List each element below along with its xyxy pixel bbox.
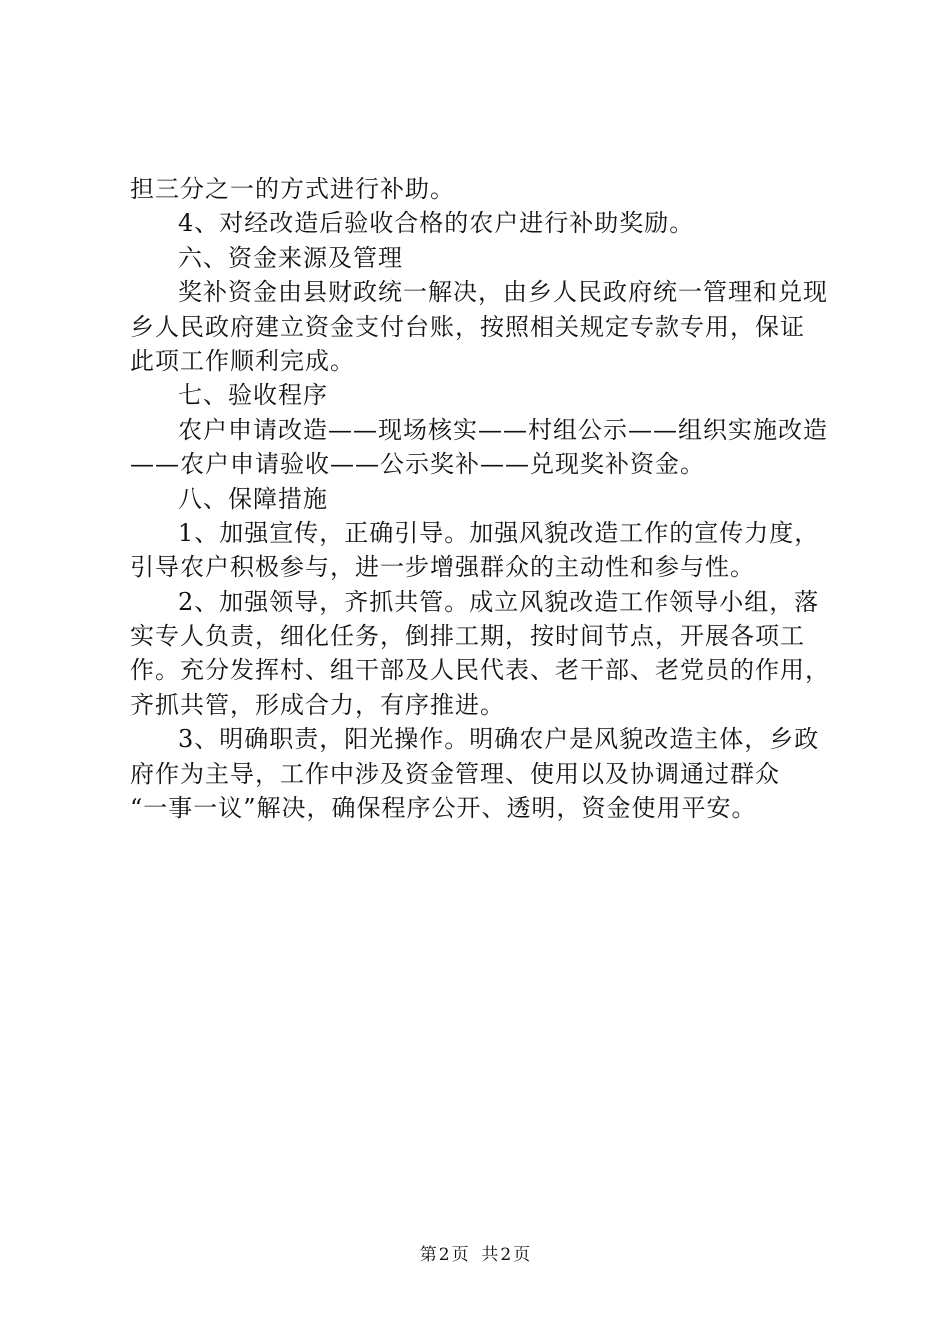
paragraph-line: ——农户申请验收——公示奖补——兑现奖补资金。 — [130, 450, 705, 479]
paragraph-line: 引导农户积极参与，进一步增强群众的主动性和参与性。 — [130, 553, 755, 582]
document-body — [130, 172, 830, 825]
section-heading: 八、保障措施 — [178, 484, 328, 513]
total-number: 2 — [500, 1245, 512, 1265]
paragraph-line: 齐抓共管，形成合力，有序推进。 — [130, 690, 505, 719]
paragraph-line: 此项工作顺利完成。 — [130, 346, 355, 375]
page-number: 2 — [438, 1245, 450, 1265]
total-prefix: 共 — [481, 1245, 499, 1265]
paragraph-line: 2、加强领导，齐抓共管。成立风貌改造工作领导小组，落 — [178, 587, 820, 616]
paragraph-line: 1、加强宣传，正确引导。加强风貌改造工作的宣传力度， — [178, 518, 820, 547]
paragraph-line: 府作为主导，工作中涉及资金管理、使用以及协调通过群众 — [130, 759, 780, 788]
paragraph-line: 4、对经改造后验收合格的农户进行补助奖励。 — [178, 209, 695, 238]
paragraph-line: 奖补资金由县财政统一解决，由乡人民政府统一管理和兑现 — [178, 278, 828, 307]
paragraph-line: 乡人民政府建立资金支付台账，按照相关规定专款专用，保证 — [130, 312, 805, 341]
page-suffix: 页 — [451, 1245, 469, 1265]
paragraph-line: 担三分之一的方式进行补助。 — [130, 175, 455, 203]
section-heading: 六、资金来源及管理 — [178, 243, 403, 272]
page-footer — [0, 1243, 950, 1267]
paragraph-line: 3、明确职责，阳光操作。明确农户是风貌改造主体，乡政 — [178, 725, 820, 754]
page-prefix: 第 — [419, 1245, 437, 1265]
section-heading: 七、验收程序 — [178, 381, 328, 410]
total-suffix: 页 — [513, 1245, 531, 1265]
paragraph-line: 农户申请改造——现场核实——村组公示——组织实施改造 — [178, 415, 828, 444]
paragraph-line: 作。充分发挥村、组干部及人民代表、老干部、老党员的作用， — [130, 656, 830, 685]
paragraph-line: 实专人负责，细化任务，倒排工期，按时间节点，开展各项工 — [130, 622, 805, 651]
paragraph-line: “一事一议”解决，确保程序公开、透明，资金使用平安。 — [130, 794, 757, 823]
